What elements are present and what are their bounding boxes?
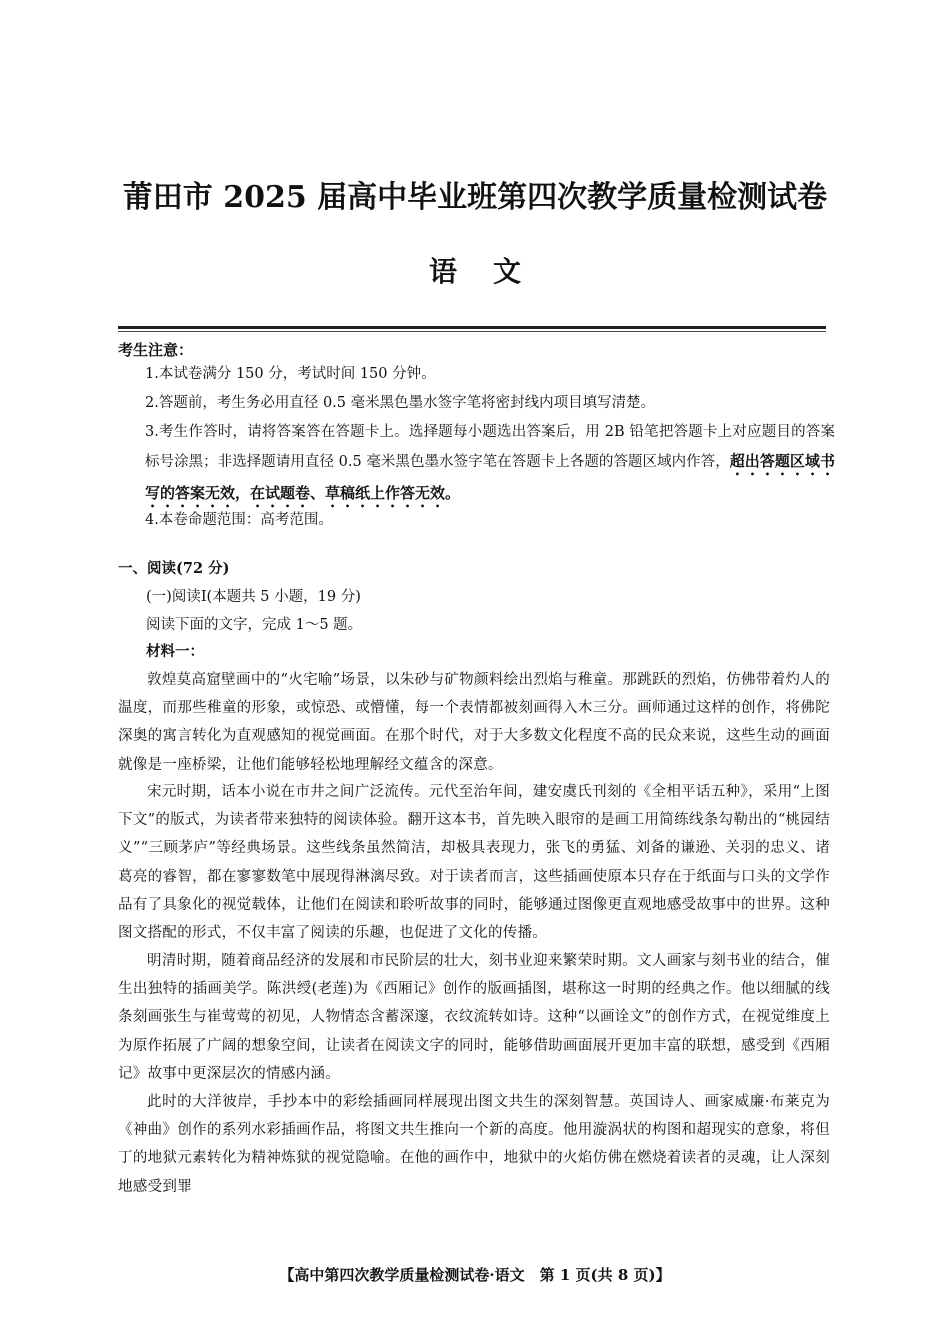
header-divider-thick (118, 326, 826, 329)
subject-title: 语文 (428, 255, 557, 288)
paragraph-2: 宋元时期，话本小说在市井之间广泛流传。元代至治年间，建安虞氏刊刻的《全相平话五种》，采用“上图下文”的版式，为读者带来独特的阅读体验。翻开这本书，首先映入眼帘的是画工用简练线条勾勒出的“桃园结义”“三顾茅庐”等经典场景。这些线条虽然简洁，却极具表现力，张飞的勇猛、刘备的谦逊、关羽的忠义、诸葛亮的睿智，都在寥寥数笔中展现得淋漓尽致。对于读者而言，这些插画使原本只存在于纸面与口头的文学作品有了具象化的视觉载体，让他们在阅读和聆听故事的同时，能够通过图像更直观地感受故事中的世界。这种图文搭配的形式，不仅丰富了阅读的乐趣，也促进了文化的传播。 (118, 784, 830, 942)
notice-item-3 (145, 418, 835, 511)
notice-title: 考生注意： (118, 341, 194, 359)
page-footer: 【高中第四次教学质量检测试卷·语文 第 1 页(共 8 页)】 (279, 1266, 671, 1284)
material-label: 材料一： (146, 643, 204, 660)
notice-item-3-text: 3.考生作答时，请将答案答在答题卡上。选择题每小题选出答案后，用 2B 铅笔把答题卡上对应题目的答案标号涂黑；非选择题请用直径 0.5 毫米黑色墨水签字笔在答题卡上各题的答题区域内作答， (145, 424, 835, 470)
notice-item-2: 2.答题前，考生务必用直径 0.5 毫米黑色墨水签字笔将密封线内项目填写清楚。 (145, 395, 656, 411)
notice-item-1: 1.本试卷满分 150 分，考试时间 150 分钟。 (145, 366, 436, 382)
section-heading: 一、阅读(72 分) (118, 560, 230, 577)
reading-instruction: 阅读下面的文字，完成 1～5 题。 (146, 617, 363, 633)
paragraph-1: 敦煌莫高窟壁画中的“火宅喻”场景，以朱砂与矿物颜料绘出烈焰与稚童。那跳跃的烈焰，仿佛带着灼人的温度，而那些稚童的形象，或惊恐、或懵懂，每一个表情都被刻画得入木三分。画师通过这样的创作，将佛陀深奥的寓言转化为直观感知的视觉画面。在那个时代，对于大多数文化程度不高的民众来说，这些生动的画面就像是一座桥梁，让他们能够轻松地理解经文蕴含的深意。 (118, 672, 830, 773)
exam-title: 莆田市 2025 届高中毕业班第四次教学质量检测试卷 (122, 180, 828, 215)
header-divider-thin (118, 331, 826, 332)
subsection-heading: (一)阅读Ⅰ(本题共 5 小题，19 分) (146, 589, 361, 605)
paragraph-3: 明清时期，随着商品经济的发展和市民阶层的壮大，刻书业迎来繁荣时期。文人画家与刻书业的结合，催生出独特的插画美学。陈洪绶(老莲)为《西厢记》创作的版画插图，堪称这一时期的经典之作。他以细腻的线条刻画张生与崔莺莺的初见，人物情态含蓄深邃，衣纹流转如诗。这种“以画诠文”的创作方式，在视觉维度上为原作拓展了广阔的想象空间，让读者在阅读文字的同时，能够借助画面展开更加丰富的联想，感受到《西厢记》故事中更深层次的情感内涵。 (118, 953, 830, 1082)
paragraph-4: 此时的大洋彼岸，手抄本中的彩绘插画同样展现出图文共生的深刻智慧。英国诗人、画家威廉·布莱克为《神曲》创作的系列水彩插画作品，将图文共生推向一个新的高度。他用漩涡状的构图和超现实的意象，将但丁的地狱元素转化为精神炼狱的视觉隐喻。在他的画作中，地狱中的火焰仿佛在燃烧着读者的灵魂，让人深刻地感受到罪 (118, 1094, 830, 1195)
notice-item-3-emphasis: 超出答题区域书写的答案无效，在试题卷、草稿纸上作答无效。 (145, 451, 835, 502)
notice-item-4: 4.本卷命题范围：高考范围。 (145, 512, 333, 528)
